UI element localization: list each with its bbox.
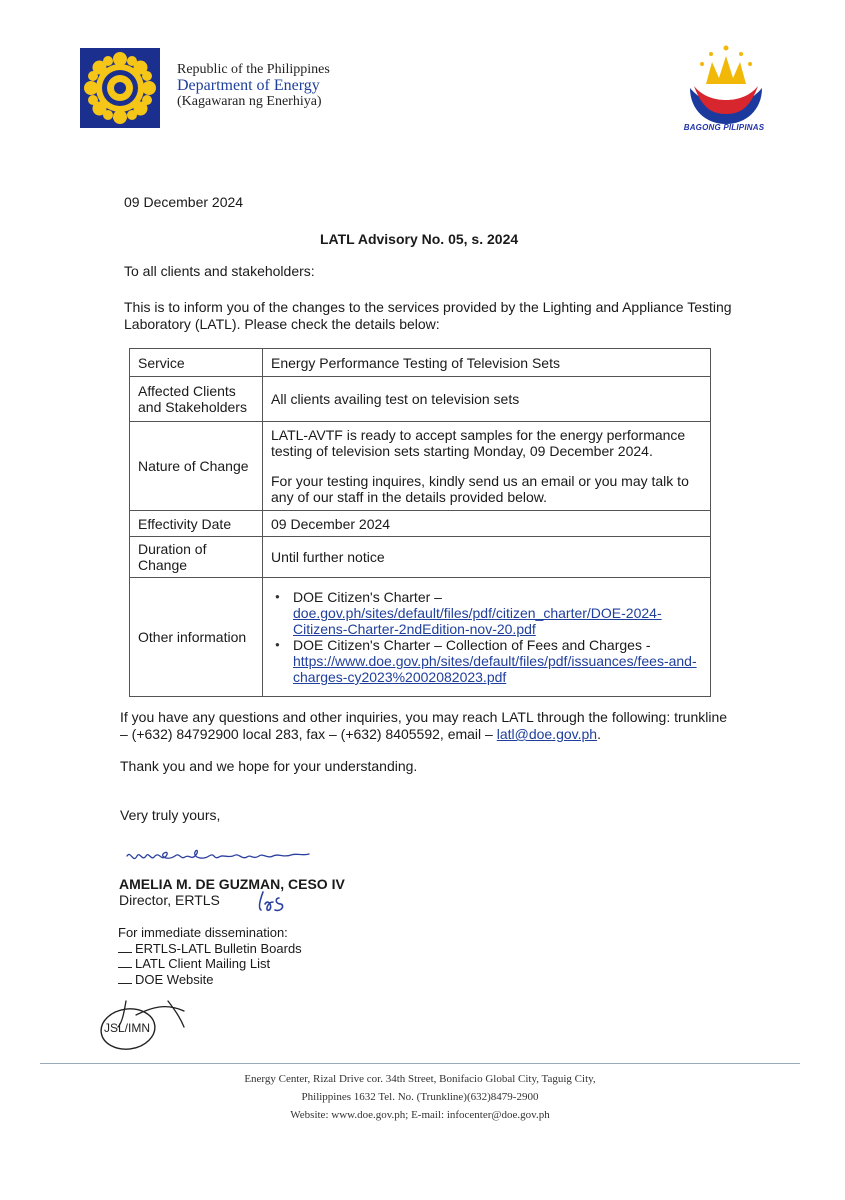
list-item bbox=[293, 589, 702, 637]
affected-label: Affected Clients and Stakeholders bbox=[130, 377, 263, 422]
footer-address bbox=[200, 1070, 640, 1124]
contact-paragraph bbox=[120, 709, 730, 743]
effectivity-label: Effectivity Date bbox=[130, 511, 263, 537]
letterhead-department: Department of Energy bbox=[177, 77, 320, 94]
nature-paragraph-2: For your testing inquires, kindly send us an email or you may talk to any of our staff in the details provided below. bbox=[271, 473, 689, 505]
nature-label: Nature of Change bbox=[130, 422, 263, 511]
checkbox-blank bbox=[118, 967, 132, 968]
closing-line: Very truly yours, bbox=[120, 807, 221, 823]
other-label: Other information bbox=[130, 578, 263, 697]
effectivity-value: 09 December 2024 bbox=[263, 511, 711, 537]
other-value bbox=[263, 578, 711, 697]
svg-text:JSL/IMN: JSL/IMN bbox=[104, 1021, 151, 1035]
table-row-nature bbox=[130, 422, 711, 511]
footer-line-2: Philippines 1632 Tel. No. (Trunkline)(632)8479-2900 bbox=[301, 1091, 539, 1103]
fees-item-text: ● DOE Citizen's Charter – Collection of Fees and Charges - bbox=[293, 637, 651, 653]
footer-line-3: Website: www.doe.gov.ph; E-mail: infocenter@doe.gov.ph bbox=[290, 1109, 550, 1121]
dissemination-heading: For immediate dissemination: bbox=[118, 925, 288, 940]
contact-text: If you have any questions and other inquiries, you may reach LATL through the following: trunkline – (+632) 84792900 local 283, fax – (+632) 8405592, email – bbox=[120, 709, 728, 742]
fees-charges-link[interactable]: https://www.doe.gov.ph/sites/default/files/pdf/issuances/fees-and-charges-cy2023%2002082023.pdf bbox=[293, 653, 697, 685]
checkbox-blank bbox=[118, 952, 132, 953]
thanks-line: Thank you and we hope for your understanding. bbox=[120, 758, 418, 774]
email-link[interactable]: latl@doe.gov.ph bbox=[496, 726, 598, 742]
bagong-pilipinas-text: BAGONG PILIPINAS bbox=[683, 123, 765, 132]
duration-value: Until further notice bbox=[263, 537, 711, 578]
letterhead-republic: Republic of the Philippines bbox=[177, 62, 330, 77]
footer-divider bbox=[40, 1063, 800, 1064]
checkbox-blank bbox=[118, 983, 132, 984]
signatory-name: AMELIA M. DE GUZMAN, CESO IV bbox=[119, 876, 345, 892]
nature-value bbox=[263, 422, 711, 511]
dissemination-item: LATL Client Mailing List bbox=[135, 956, 271, 971]
intro-paragraph: This is to inform you of the changes to the services provided by the Lighting and Appliance Testing Laboratory (LATL). Please check the details below: bbox=[124, 299, 732, 332]
letterhead-kagawaran: (Kagawaran ng Enerhiya) bbox=[177, 94, 322, 109]
other-info-list bbox=[271, 589, 702, 685]
table-row-service bbox=[130, 349, 711, 377]
affected-value: All clients availing test on television sets bbox=[263, 377, 711, 422]
doe-seal-logo bbox=[80, 48, 160, 128]
service-value: Energy Performance Testing of Television Sets bbox=[263, 349, 711, 377]
initials-stamp bbox=[96, 997, 196, 1055]
dissemination-item: ERTLS-LATL Bulletin Boards bbox=[135, 940, 302, 956]
charter-item-text: ● DOE Citizen's Charter – bbox=[293, 589, 442, 605]
letterhead bbox=[177, 62, 330, 110]
advisory-details-table bbox=[129, 348, 711, 697]
list-item bbox=[118, 941, 302, 957]
salutation: To all clients and stakeholders: bbox=[124, 263, 315, 279]
table-row-other bbox=[130, 578, 711, 697]
signatory-title: Director, ERTLS bbox=[119, 892, 220, 908]
list-item bbox=[118, 972, 302, 988]
footer-line-1: Energy Center, Rizal Drive cor. 34th Street, Bonifacio Global City, Taguig City, bbox=[244, 1073, 596, 1085]
dissemination-item: DOE Website bbox=[135, 971, 214, 987]
letter-date: 09 December 2024 bbox=[124, 194, 244, 210]
contact-end: . bbox=[597, 726, 601, 742]
table-row-effectivity bbox=[130, 511, 711, 537]
table-row-affected bbox=[130, 377, 711, 422]
dissemination-list bbox=[118, 925, 302, 987]
advisory-title: LATL Advisory No. 05, s. 2024 bbox=[320, 231, 519, 247]
list-item bbox=[293, 637, 702, 685]
list-item bbox=[118, 956, 302, 972]
handwritten-signature bbox=[123, 846, 313, 874]
table-row-duration bbox=[130, 537, 711, 578]
service-label: Service bbox=[130, 349, 263, 377]
duration-label: Duration of Change bbox=[130, 537, 263, 578]
nature-paragraph-1: LATL-AVTF is ready to accept samples for the energy performance testing of television sets starting Monday, 09 December 2024. bbox=[271, 427, 686, 459]
bagong-pilipinas-logo bbox=[676, 40, 776, 135]
handwritten-initials bbox=[255, 888, 295, 914]
citizens-charter-link[interactable]: doe.gov.ph/sites/default/files/pdf/citizen_charter/DOE-2024-Citizens-Charter-2ndEdition-nov-20.pdf bbox=[293, 605, 662, 637]
